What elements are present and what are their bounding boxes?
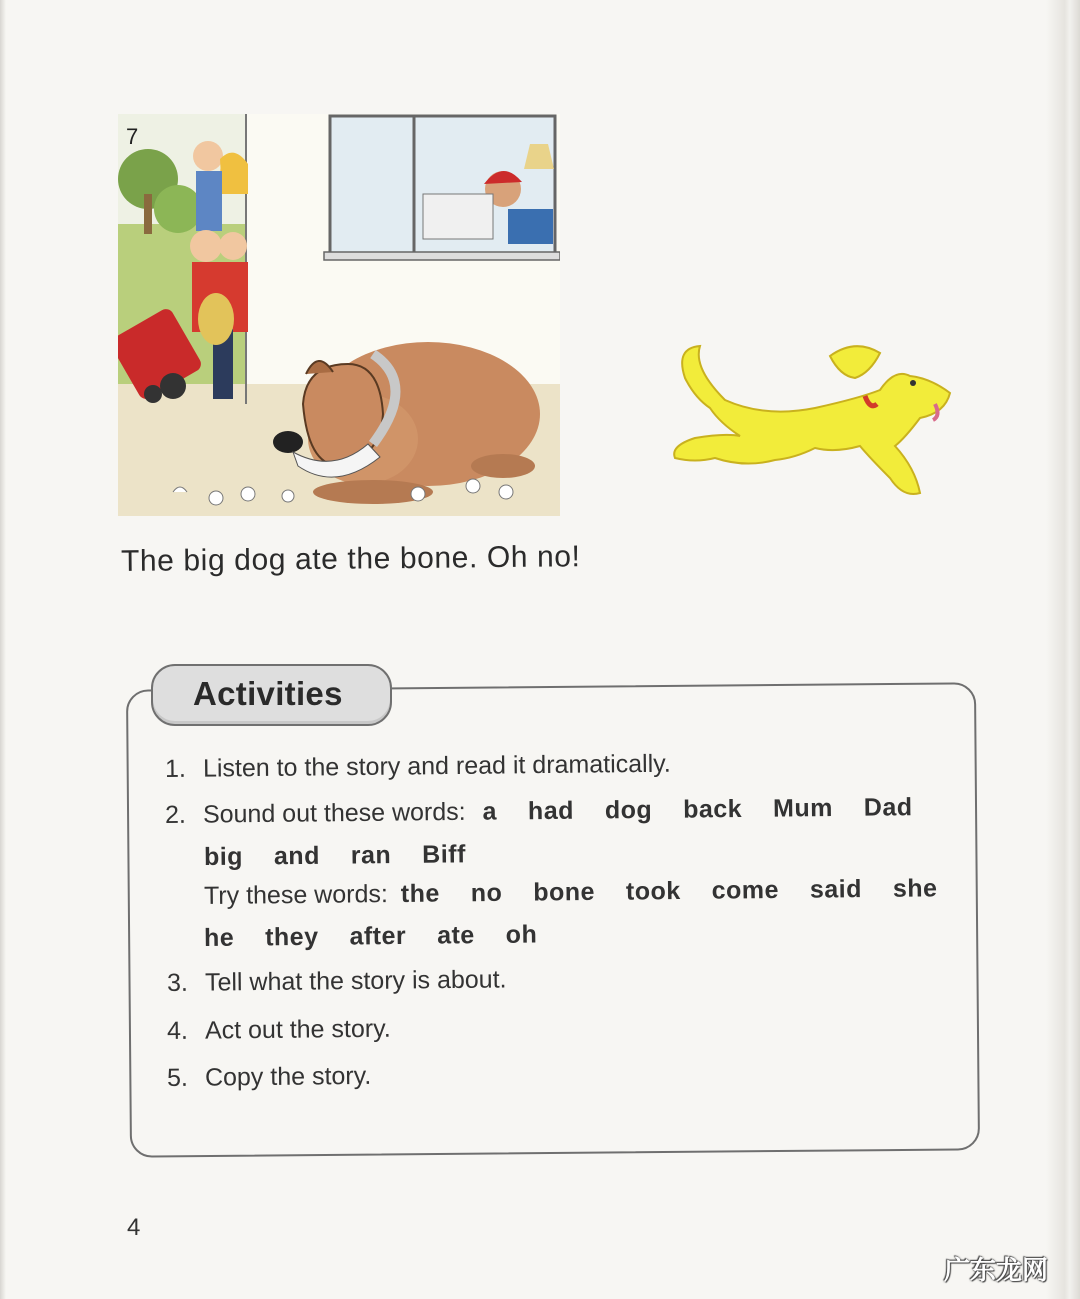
try-word: he [203, 923, 235, 952]
panel-number: 7 [126, 124, 139, 149]
activity-number: 1. [164, 754, 186, 783]
try-word: they [264, 922, 319, 952]
sound-out-word: and [273, 841, 321, 871]
activity-item-3 [167, 965, 507, 998]
try-word: oh [505, 920, 538, 949]
sound-out-word: Dad [863, 793, 913, 822]
sound-out-word: Mum [772, 794, 834, 823]
sound-out-words-line-2 [204, 840, 490, 872]
activity-text: Sound out these words: [202, 797, 466, 829]
story-illustration [118, 114, 560, 516]
sound-out-word: back [682, 794, 743, 824]
try-word: the [400, 879, 440, 908]
try-word: took [625, 877, 681, 906]
try-word: after [349, 921, 407, 951]
activity-item-5 [167, 1062, 372, 1093]
story-caption: The big dog ate the bone. Oh no! [120, 540, 581, 578]
page-number: 4 [127, 1214, 141, 1241]
yellow-dog-illustration [665, 338, 960, 503]
activity-number: 4. [166, 1016, 188, 1045]
try-words-label: Try these words: [203, 880, 388, 910]
try-word: she [892, 874, 938, 903]
try-word: bone [533, 877, 596, 907]
activity-number: 3. [166, 968, 188, 997]
page-gutter [1046, 0, 1080, 1299]
activity-text: Copy the story. [204, 1061, 372, 1092]
sound-out-word: big [203, 842, 244, 871]
activity-text: Act out the story. [204, 1014, 391, 1045]
activity-text: Tell what the story is about. [204, 965, 507, 997]
try-word: no [470, 878, 503, 908]
sound-out-word: dog [604, 795, 653, 825]
activity-text: Listen to the story and read it dramatically. [202, 749, 671, 783]
page-edge [0, 0, 6, 1299]
try-words-line-2 [204, 920, 562, 953]
activity-number: 5. [166, 1063, 188, 1092]
activity-item-4 [167, 1015, 391, 1046]
try-word: ate [436, 921, 475, 950]
activity-number: 2. [164, 800, 186, 829]
watermark: 广东龙网 [944, 1255, 1049, 1285]
sound-out-word: Biff [422, 840, 467, 869]
try-word: come [711, 875, 780, 905]
activity-item-1 [165, 750, 671, 784]
try-word: said [809, 875, 863, 904]
sound-out-word: had [527, 796, 575, 826]
sound-out-word: a [482, 797, 498, 826]
activities-title: Activities [193, 675, 343, 712]
sound-out-word: ran [350, 841, 392, 870]
